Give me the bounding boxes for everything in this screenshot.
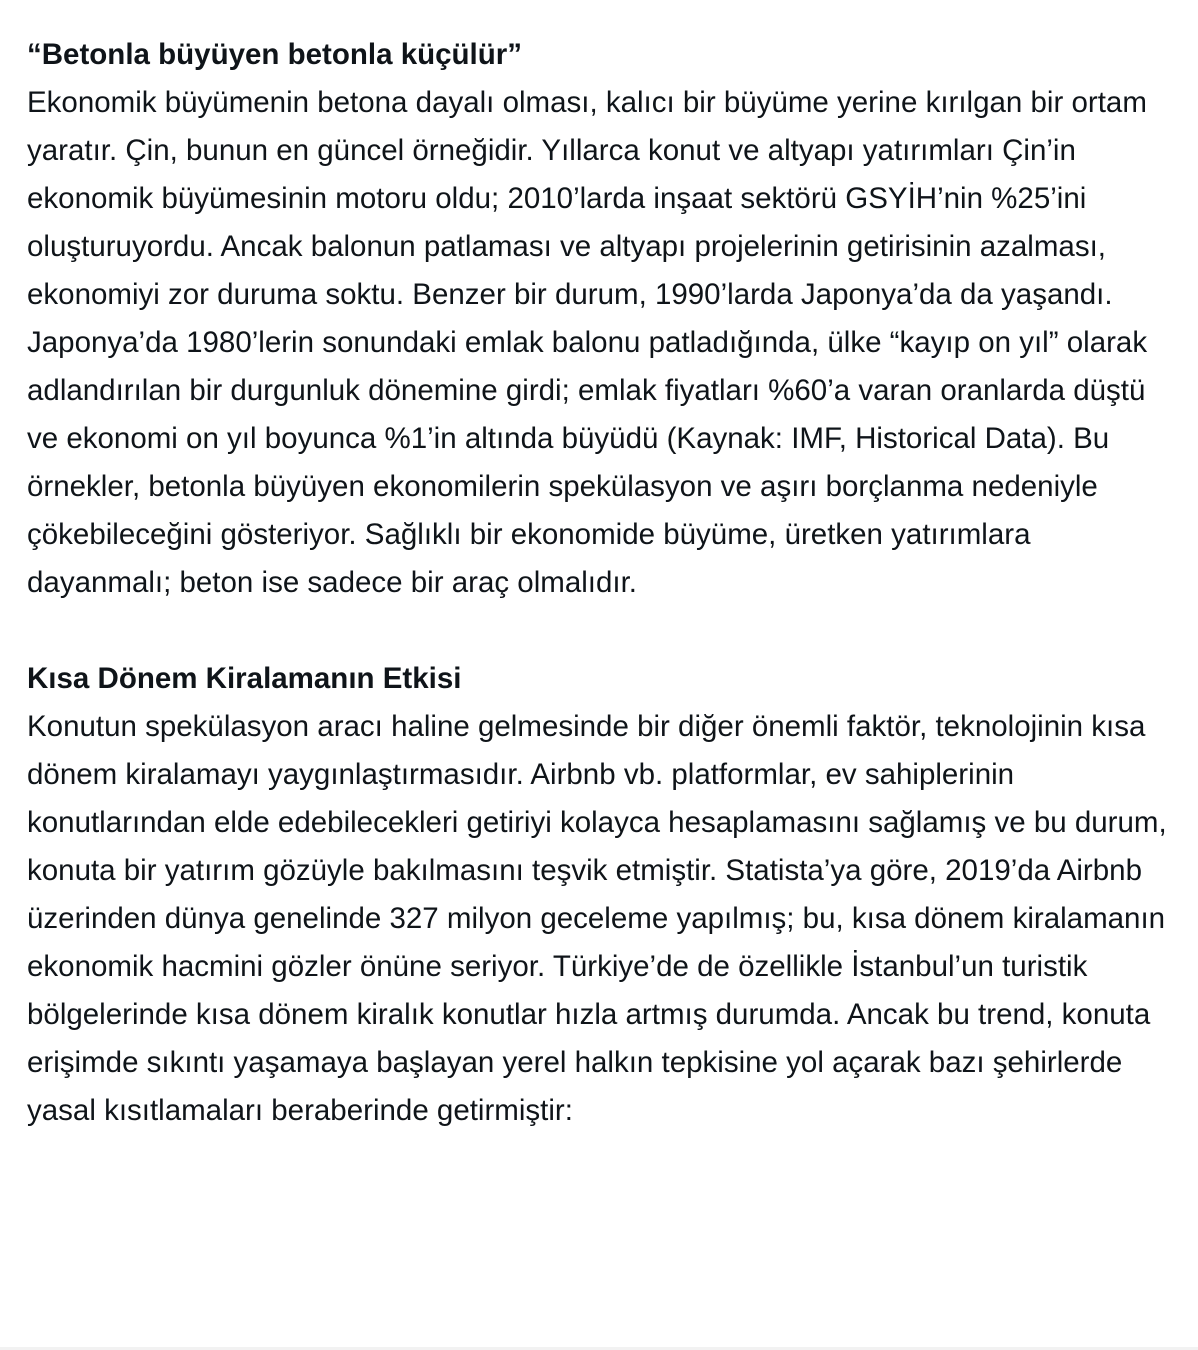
- section-paragraph-short-term-rental: Konutun spekülasyon aracı haline gelmesinde bir diğer önemli faktör, teknolojinin kısa dönem kiralamayı yaygınlaştırmasıdır. Airbnb vb. platformlar, ev sahiplerinin konutlarından elde edebilecekleri getiriyi kolayca hesaplamasını sağlamış ve bu durum, konuta bir yatırım gözüyle bakılmasını teşvik etmiştir. Statista’ya göre, 2019’da Airbnb üzerinden dünya genelinde 327 milyon geceleme yapılmış; bu, kısa dönem kiralamanın ekonomik hacmini gözler önüne seriyor. Türkiye’de de özellikle İstanbul’un turistik bölgelerinde kısa dönem kiralık konutlar hızla artmış durumda. Ancak bu trend, konuta erişimde sıkıntı yaşamaya başlayan yerel halkın tepkisine yol açarak bazı şehirlerde yasal kısıtlamaları beraberinde getirmiştir:: [27, 710, 1167, 1127]
- article-body: [27, 31, 1177, 1135]
- section-paragraph-concrete-growth: Ekonomik büyümenin betona dayalı olması, kalıcı bir büyüme yerine kırılgan bir ortam yaratır. Çin, bunun en güncel örneğidir. Yıllarca konut ve altyapı yatırımları Çin’in ekonomik büyümesinin motoru oldu; 2010’larda inşaat sektörü GSYİH’nin %25’ini oluşturuyordu. Ancak balonun patlaması ve altyapı projelerinin getirisinin azalması, ekonomiyi zor duruma soktu. Benzer bir durum, 1990’larda Japonya’da da yaşandı. Japonya’da 1980’lerin sonundaki emlak balonu patladığında, ülke “kayıp on yıl” olarak adlandırılan bir durgunluk dönemine girdi; emlak fiyatları %60’a varan oranlarda düştü ve ekonomi on yıl boyunca %1’in altında büyüdü (Kaynak: IMF, Historical Data). Bu örnekler, betonla büyüyen ekonomilerin spekülasyon ve aşırı borçlanma nedeniyle çökebileceğini gösteriyor. Sağlıklı bir ekonomide büyüme, üretken yatırımlara dayanmalı; beton ise sadece bir araç olmalıdır.: [27, 86, 1148, 599]
- section-heading-concrete-growth: “Betonla büyüyen betonla küçülür”: [27, 38, 523, 71]
- paragraph-spacer: [27, 607, 1177, 655]
- section-heading-short-term-rental: Kısa Dönem Kiralamanın Etkisi: [27, 662, 462, 695]
